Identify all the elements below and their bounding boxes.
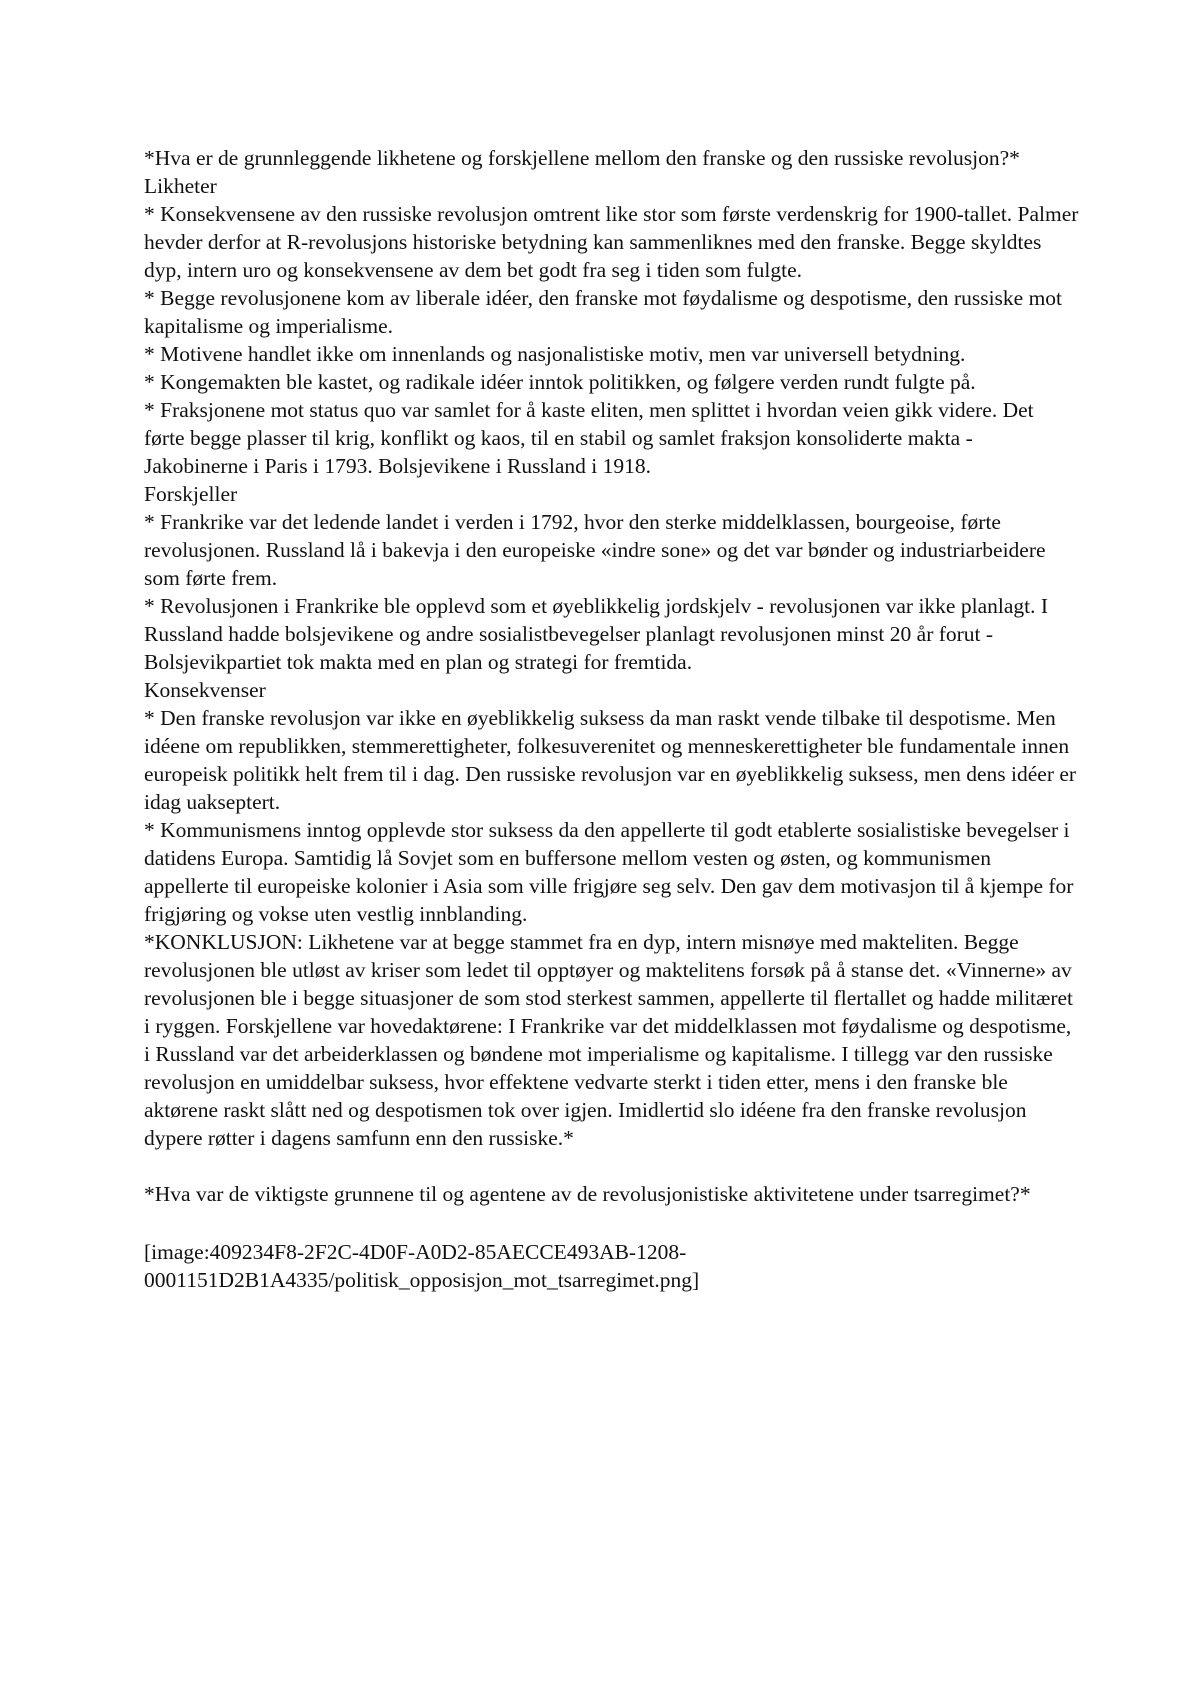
section-heading-konsekvenser: Konsekvenser <box>144 678 266 702</box>
paragraph-likhet: * Motivene handlet ikke om innenlands og nasjonalistiske motiv, men var universell betydning. <box>144 342 966 366</box>
paragraph-likhet: * Konsekvensene av den russiske revolusjon omtrent like stor som første verdenskrig for 1900-tallet. Palmer hevder derfor at R-revolusjons historiske betydning kan sammenliknes med den franske. Begge skyldtes dyp, intern uro og konsekvensene av dem bet godt fra seg i tiden som fulgte. <box>144 202 1079 282</box>
paragraph-forskjell: * Revolusjonen i Frankrike ble opplevd som et øyeblikkelig jordskjelv - revolusjonen var ikke planlagt. I Russland hadde bolsjevikene og andre sosialistbevegelser planlagt revolusjonen minst 20 år forut - Bolsjevikpartiet tok makta med en plan og strategi for fremtida. <box>144 594 1049 674</box>
paragraph-konsekvens: * Den franske revolusjon var ikke en øyeblikkelig suksess da man raskt vende tilbake til despotisme. Men idéene om republikken, stemmerettigheter, folkesuverenitet og menneskerettigheter ble fundamentale innen europeisk politikk helt frem til i dag. Den russiske revolusjon var en øyeblikkelig suksess, men dens idéer er idag uakseptert. <box>144 706 1077 814</box>
paragraph-konsekvens: * Kommunismens inntog opplevde stor suksess da den appellerte til godt etablerte sosialistiske bevegelser i datidens Europa. Samtidig lå Sovjet som en buffersone mellom vesten og østen, og kommunismen appellerte til europeiske kolonier i Asia som ville frigjøre seg selv. Den gav dem motivasjon til å kjempe for frigjøring og vokse uten vestlig innblanding. <box>144 818 1074 926</box>
section-heading-likheter: Likheter <box>144 174 217 198</box>
document-body <box>144 144 1079 1294</box>
paragraph-likhet: * Fraksjonene mot status quo var samlet for å kaste eliten, men splittet i hvordan veien gikk videre. Det førte begge plasser til krig, konflikt og kaos, til en stabil og samlet fraksjon konsoliderte makta - Jakobinerne i Paris i 1793. Bolsjevikene i Russland i 1918. <box>144 398 1034 478</box>
blank-line <box>144 1152 1079 1180</box>
paragraph-likhet: * Begge revolusjonene kom av liberale idéer, den franske mot føydalisme og despotisme, den russiske mot kapitalisme og imperialisme. <box>144 286 1063 338</box>
blank-line <box>144 1208 1079 1238</box>
paragraph-forskjell: * Frankrike var det ledende landet i verden i 1792, hvor den sterke middelklassen, bourgeoise, førte revolusjonen. Russland lå i bakevja i den europeiske «indre sone» og det var bønder og industriarbeidere som førte frem. <box>144 510 1046 590</box>
question-heading: *Hva var de viktigste grunnene til og agentene av de revolusjonistiske aktivitetene under tsarregimet?* <box>144 1182 1031 1206</box>
question-heading: *Hva er de grunnleggende likhetene og forskjellene mellom den franske og den russiske revolusjon?* <box>144 146 1020 170</box>
image-placeholder-text: [image:409234F8-2F2C-4D0F-A0D2-85AECCE493AB-1208-0001151D2B1A4335/politisk_opposisjon_mot_tsarregimet.png] <box>144 1240 700 1292</box>
paragraph-likhet: * Kongemakten ble kastet, og radikale idéer inntok politikken, og følgere verden rundt fulgte på. <box>144 370 976 394</box>
section-heading-forskjeller: Forskjeller <box>144 482 238 506</box>
paragraph-konklusjon: *KONKLUSJON: Likhetene var at begge stammet fra en dyp, intern misnøye med makteliten. Begge revolusjonen ble utløst av kriser som ledet til opptøyer og maktelitens forsøk på å stanse det. «Vinnerne» av revolusjonen ble i begge situasjoner de som stod sterkest sammen, appellerte til flertallet og hadde militæret i ryggen. Forskjellene var hovedaktørene: I Frankrike var det middelklassen mot føydalisme og despotisme, i Russland var det arbeiderklassen og bøndene mot imperialisme og kapitalisme. I tillegg var den russiske revolusjon en umiddelbar suksess, hvor effektene vedvarte sterkt i tiden etter, mens i den franske ble aktørene raskt slått ned og despotismen tok over igjen. Imidlertid slo idéene fra den franske revolusjon dypere røtter i dagens samfunn enn den russiske.* <box>144 930 1074 1150</box>
